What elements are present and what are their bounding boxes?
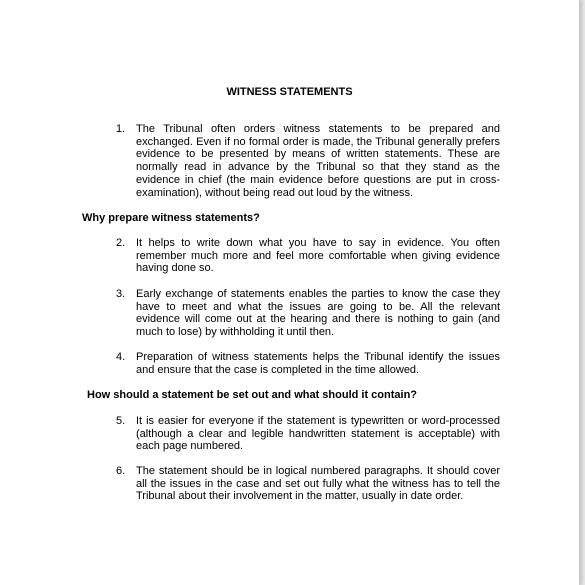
paragraph-text: It is easier for everyone if the statement is typewritten or word-processed (although a clear and legible handwritten statement is acceptable) with each page numbered. [136,415,500,453]
paragraph-4 [116,351,500,376]
section-heading-how: How should a statement be set out and what should it contain? [87,389,418,401]
paragraph-6 [116,465,500,503]
paragraph-number: 4. [116,351,126,363]
paragraph-number: 6. [116,465,126,477]
paragraph-number: 5. [116,415,126,427]
paragraph-text: The statement should be in logical numbered paragraphs. It should cover all the issues in the case and set out fully what the witness has to tell the Tribunal about their involvement in the matter, usually in date order. [136,465,500,503]
paragraph-text: Early exchange of statements enables the parties to know the case they have to meet and what the issues are going to be. All the relevant evidence will come out at the hearing and there is nothing to gain (and much to lose) by withholding it until then. [136,288,500,339]
paragraph-text: Preparation of witness statements helps the Tribunal identify the issues and ensure that the case is completed in the time allowed. [136,351,500,376]
paragraph-5 [116,415,500,453]
paragraph-3 [116,288,500,339]
paragraph-1 [116,123,500,199]
paragraph-2 [116,237,500,275]
paragraph-number: 2. [116,237,126,249]
document-title: WITNESS STATEMENTS [226,86,353,98]
paragraph-number: 1. [116,123,126,135]
section-heading-why: Why prepare witness statements? [82,212,260,224]
paragraph-number: 3. [116,288,126,300]
paragraph-text: It helps to write down what you have to say in evidence. You often remember much more and feel more comfortable when giving evidence having done so. [136,237,500,275]
paragraph-text: The Tribunal often orders witness statements to be prepared and exchanged. Even if no formal order is made, the Tribunal generally prefers evidence to be presented by means of written statements. These are normally read in advance by the Tribunal so that they stand as the evidence in chief (the main evidence before questions are put in cross-examination), without being read out loud by the witness. [136,123,500,199]
